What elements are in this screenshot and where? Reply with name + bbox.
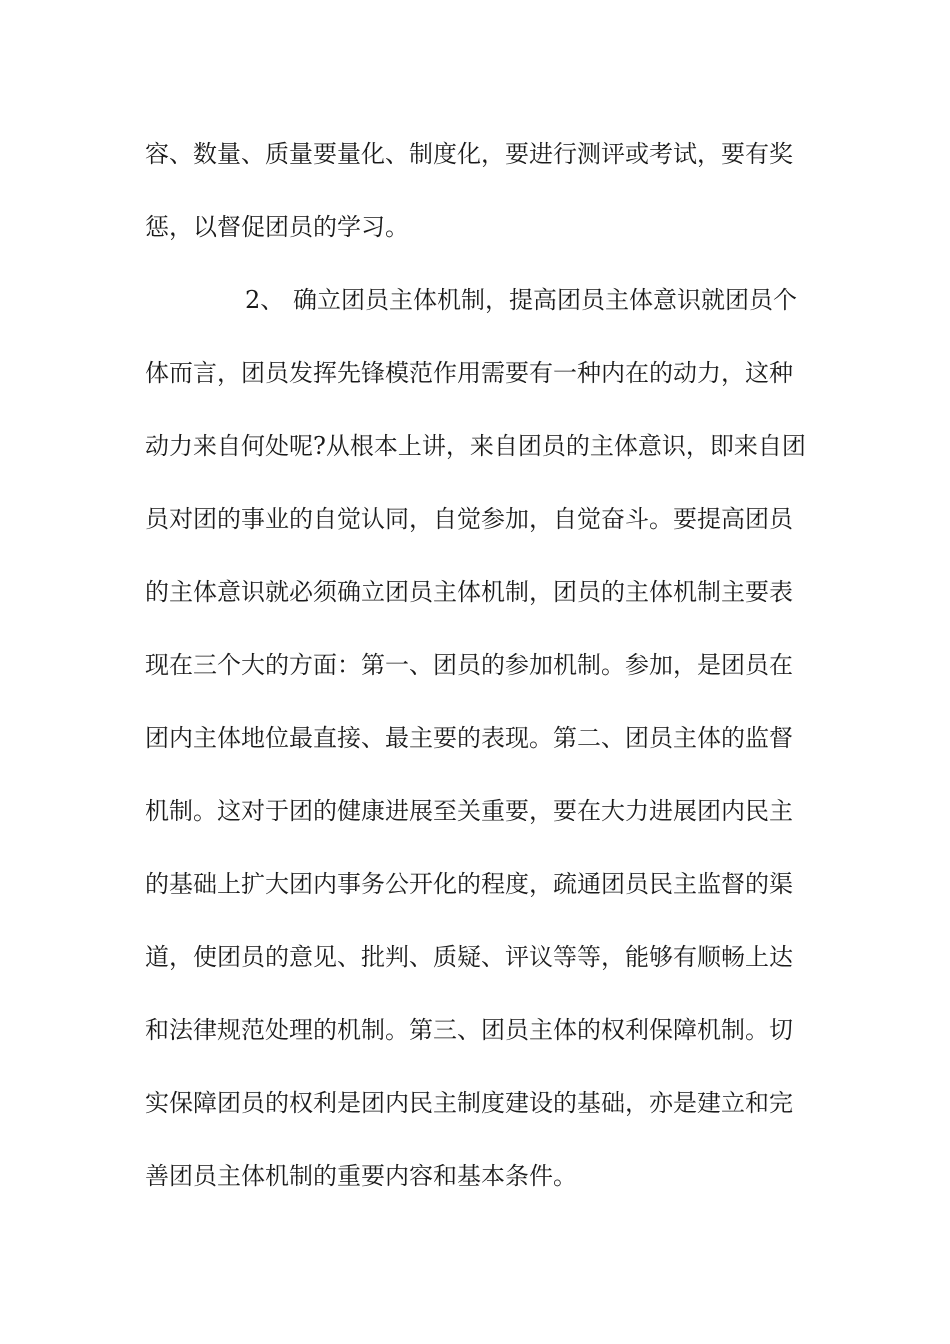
text-line: 员对团的事业的自觉认同，自觉参加，自觉奋斗。要提高团员 [145, 505, 793, 533]
text-line: 体而言，团员发挥先锋模范作用需要有一种内在的动力，这种 [145, 359, 793, 387]
text-line: 的基础上扩大团内事务公开化的程度，疏通团员民主监督的渠 [145, 870, 793, 898]
body-text [145, 128, 815, 1223]
text-line: 机制。这对于团的健康进展至关重要，要在大力进展团内民主 [145, 797, 793, 825]
heading-text: 确立团员主体机制，提高团员主体意识就团员个 [293, 286, 797, 314]
item-number: 2、 [245, 286, 285, 314]
text-line: 动力来自何处呢?从根本上讲，来自团员的主体意识，即来自团 [145, 432, 806, 460]
text-line: 和法律规范处理的机制。第三、团员主体的权利保障机制。切 [145, 1016, 793, 1044]
numbered-heading-line [145, 274, 815, 326]
text-line: 的主体意识就必须确立团员主体机制，团员的主体机制主要表 [145, 578, 793, 606]
text-line: 实保障团员的权利是团内民主制度建设的基础，亦是建立和完 [145, 1089, 793, 1117]
text-line: 现在三个大的方面：第一、团员的参加机制。参加，是团员在 [145, 651, 793, 679]
text-line: 团内主体地位最直接、最主要的表现。第二、团员主体的监督 [145, 724, 793, 752]
text-line: 容、数量、质量要量化、制度化，要进行测评或考试，要有奖 [145, 140, 793, 168]
text-line: 道，使团员的意见、批判、质疑、评议等等，能够有顺畅上达 [145, 943, 793, 971]
text-line: 惩，以督促团员的学习。 [145, 213, 409, 241]
text-line: 善团员主体机制的重要内容和基本条件。 [145, 1162, 577, 1190]
